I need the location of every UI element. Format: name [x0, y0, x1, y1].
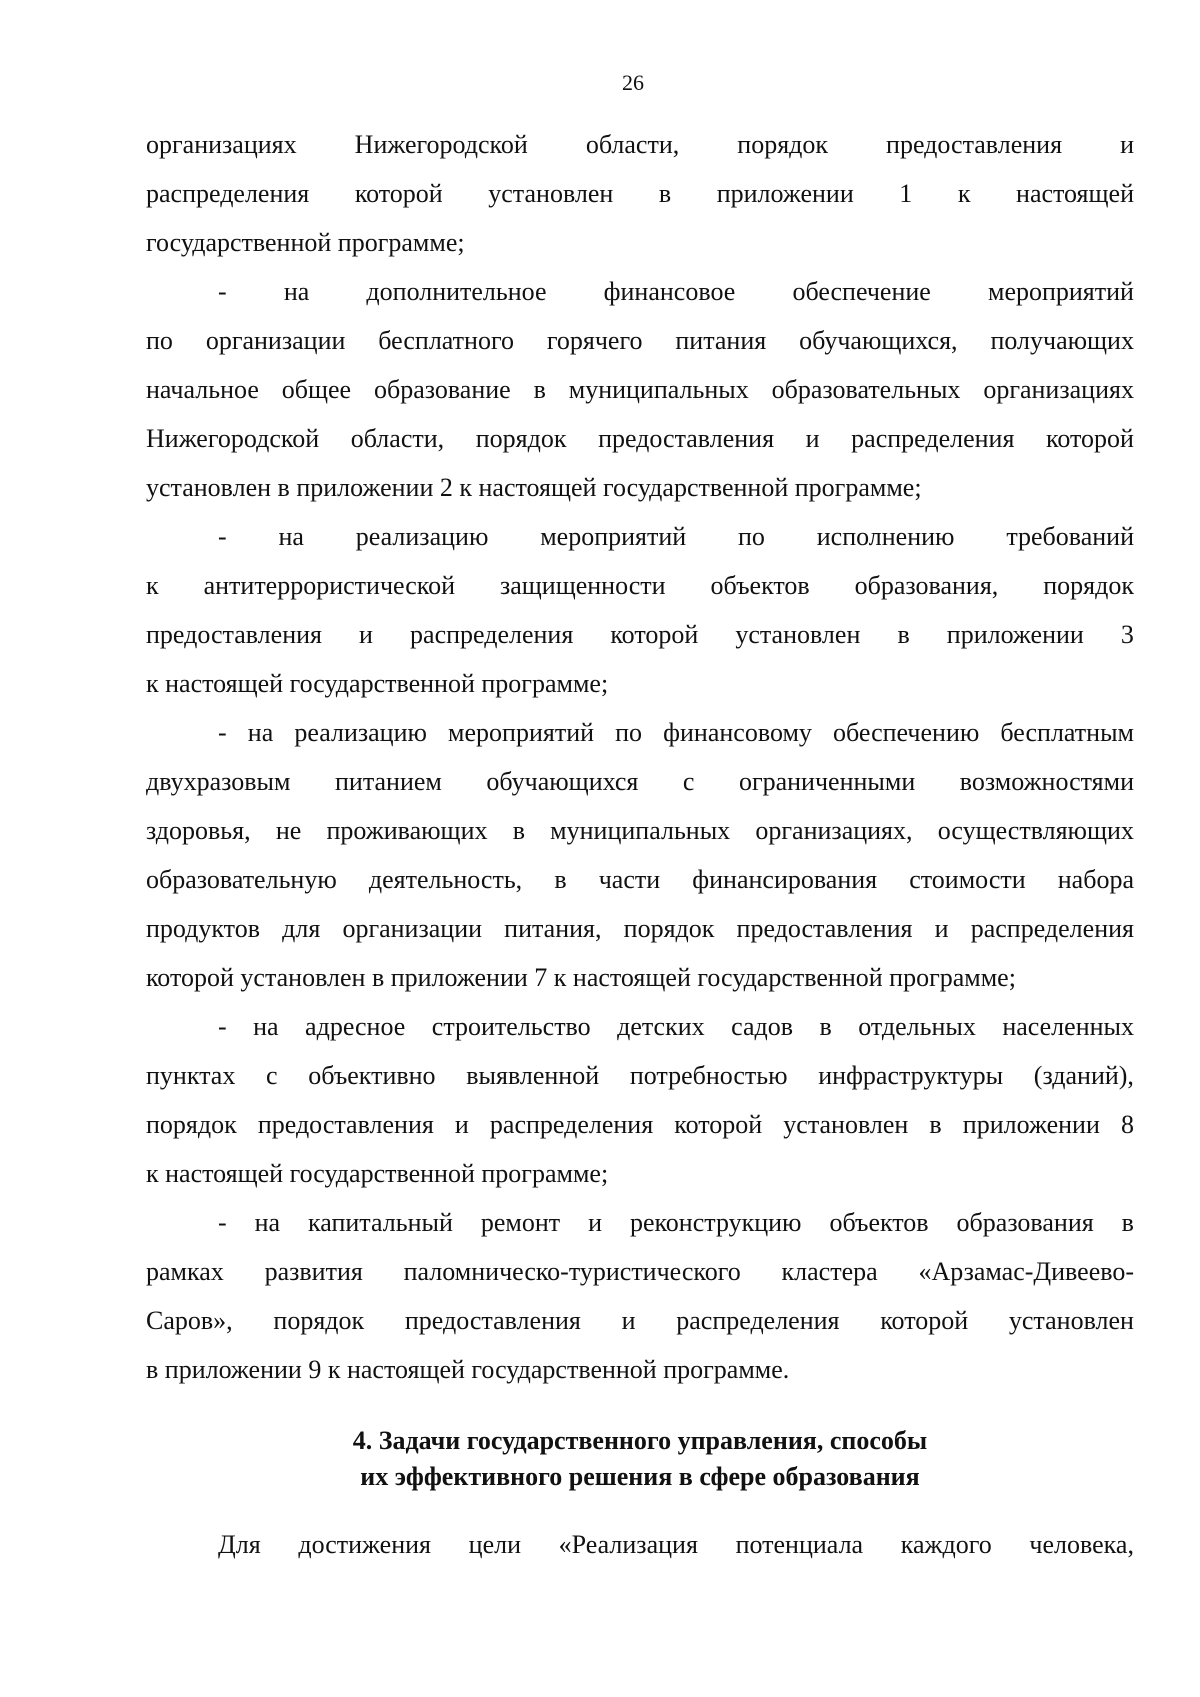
word: обеспечению	[833, 718, 980, 747]
word: стоимости	[909, 865, 1026, 894]
word: порядок	[623, 914, 715, 943]
word: организациях	[146, 130, 297, 159]
word: объектов	[710, 571, 810, 600]
word: рамках	[146, 1257, 224, 1286]
word: не	[275, 816, 302, 845]
text-line: которой установлен в приложении 7 к настоящей государственной программе;	[146, 963, 1016, 992]
word: распределения	[410, 620, 574, 649]
word: в	[658, 179, 672, 208]
word: 1	[899, 179, 913, 208]
word: мероприятий	[540, 522, 687, 551]
word: предоставления	[886, 130, 1063, 159]
word: к	[957, 179, 971, 208]
word: которой	[1046, 424, 1134, 453]
word: обучающихся	[486, 767, 639, 796]
word: образовательную	[146, 865, 337, 894]
word: в	[929, 1110, 942, 1139]
text-line	[146, 1002, 1134, 1051]
word: Для	[218, 1530, 261, 1559]
word: области,	[585, 130, 680, 159]
word: на	[254, 1208, 281, 1237]
word: бесплатного	[378, 326, 514, 355]
section-heading-line-1: 4. Задачи государственного управления, способы	[352, 1426, 928, 1455]
word: потенциала	[735, 1530, 864, 1559]
word: ограниченными	[738, 767, 916, 796]
word: в	[819, 1012, 832, 1041]
word: которой	[610, 620, 699, 649]
word: набора	[1057, 865, 1134, 894]
word: муниципальных	[568, 375, 749, 404]
word: -	[218, 1208, 227, 1237]
word: организациях,	[755, 816, 913, 845]
text-line	[146, 512, 1134, 561]
word: на	[283, 277, 310, 306]
word: Саров»,	[146, 1306, 233, 1335]
word: в	[533, 375, 546, 404]
word: распределения	[489, 1110, 654, 1139]
text-line	[146, 169, 1134, 218]
word: каждого	[900, 1530, 992, 1559]
text-line: в приложении 9 к настоящей государственной программе.	[146, 1355, 790, 1384]
word: -	[218, 277, 227, 306]
word: человека,	[1029, 1530, 1134, 1559]
word: кластера	[781, 1257, 878, 1286]
word: муниципальных	[550, 816, 731, 845]
word: отдельных	[858, 1012, 976, 1041]
text-line	[146, 1198, 1134, 1247]
word: цели	[468, 1530, 521, 1559]
section-heading-line-2: их эффективного решения в сфере образования	[360, 1462, 920, 1491]
word: (зданий),	[1033, 1061, 1134, 1090]
text-line: установлен в приложении 2 к настоящей государственной программе;	[146, 473, 922, 502]
word: предоставления	[146, 620, 322, 649]
word: установлен	[1008, 1306, 1134, 1335]
word: питания	[675, 326, 767, 355]
word: населенных	[1002, 1012, 1134, 1041]
text-line	[146, 855, 1134, 904]
text-line	[146, 120, 1134, 169]
word: предоставления	[404, 1306, 581, 1335]
word: достижения	[298, 1530, 431, 1559]
word: детских	[617, 1012, 705, 1041]
text-line	[146, 610, 1134, 659]
word: и	[1120, 130, 1134, 159]
word: на	[247, 718, 274, 747]
word: потребностью	[629, 1061, 788, 1090]
word: организации	[205, 326, 346, 355]
word: распределения	[146, 179, 310, 208]
word: паломническо-туристического	[403, 1257, 741, 1286]
word: приложении	[962, 1110, 1100, 1139]
word: на	[253, 1012, 279, 1041]
body-text	[146, 120, 1134, 1394]
word: антитеррористической	[203, 571, 455, 600]
word: по	[615, 718, 643, 747]
word: реализацию	[294, 718, 427, 747]
word: и	[621, 1306, 636, 1335]
word: образования	[956, 1208, 1094, 1237]
word: ремонт	[480, 1208, 561, 1237]
word: порядок	[146, 1110, 237, 1139]
word: обучающихся,	[799, 326, 958, 355]
text-line	[146, 1100, 1134, 1149]
word: и	[588, 1208, 602, 1237]
word: обеспечение	[792, 277, 931, 306]
word: деятельность,	[368, 865, 523, 894]
word: порядок	[475, 424, 567, 453]
word: 8	[1120, 1110, 1134, 1139]
word: порядок	[273, 1306, 365, 1335]
word: распределения	[970, 914, 1134, 943]
word: возможностями	[959, 767, 1134, 796]
word: и	[805, 424, 820, 453]
text-line	[146, 414, 1134, 463]
text-line	[146, 316, 1134, 365]
word: горячего	[546, 326, 643, 355]
word: садов	[731, 1012, 794, 1041]
word: -	[218, 718, 227, 747]
word: которой	[674, 1110, 763, 1139]
text-line	[146, 806, 1134, 855]
word: в	[897, 620, 910, 649]
text-line	[146, 1296, 1134, 1345]
word: требований	[1006, 522, 1134, 551]
word: части	[598, 865, 661, 894]
word: с	[266, 1061, 278, 1090]
text-line	[146, 904, 1134, 953]
word: к	[146, 571, 159, 600]
text-line	[146, 267, 1134, 316]
word: объективно	[308, 1061, 436, 1090]
word: установлен	[783, 1110, 909, 1139]
word: которой	[354, 179, 443, 208]
word: в	[512, 816, 525, 845]
word: пунктах	[146, 1061, 236, 1090]
word: финансовое	[603, 277, 736, 306]
word: по	[738, 522, 765, 551]
word: и	[454, 1110, 469, 1139]
word: 3	[1120, 620, 1134, 649]
word: в	[554, 865, 567, 894]
word: защищенности	[499, 571, 666, 600]
word: предоставления	[598, 424, 775, 453]
word: -	[218, 1012, 227, 1041]
text-line	[146, 365, 1134, 414]
word: порядок	[1043, 571, 1134, 600]
section-heading	[146, 1423, 1134, 1495]
word: которой	[880, 1306, 969, 1335]
word: порядок	[737, 130, 829, 159]
word: с	[682, 767, 695, 796]
word: по	[146, 326, 173, 355]
word: -	[218, 522, 227, 551]
word: капитальный	[308, 1208, 453, 1237]
word: мероприятий	[448, 718, 595, 747]
text-line	[146, 708, 1134, 757]
word: настоящей	[1016, 179, 1134, 208]
word: начальное	[146, 375, 259, 404]
word: питанием	[335, 767, 442, 796]
word: организации	[342, 914, 483, 943]
word: инфраструктуры	[818, 1061, 1004, 1090]
word: финансовому	[663, 718, 812, 747]
word: продуктов	[146, 914, 260, 943]
paragraph-start-line	[146, 1520, 1134, 1569]
word: предоставления	[257, 1110, 434, 1139]
text-line	[146, 757, 1134, 806]
word: Нижегородской	[146, 424, 320, 453]
word: строительство	[431, 1012, 591, 1041]
word: распределения	[676, 1306, 840, 1335]
text-line: к настоящей государственной программе;	[146, 669, 609, 698]
word: дополнительное	[366, 277, 547, 306]
word: образование	[373, 375, 511, 404]
word: приложении	[716, 179, 854, 208]
word: приложении	[946, 620, 1084, 649]
word: адресное	[305, 1012, 406, 1041]
word: для	[282, 914, 321, 943]
word: реконструкцию	[629, 1208, 802, 1237]
word: «Реализация	[558, 1530, 698, 1559]
word: и	[359, 620, 373, 649]
word: бесплатным	[1000, 718, 1134, 747]
text-line: государственной программе;	[146, 228, 465, 257]
word: здоровья,	[146, 816, 251, 845]
page-number: 26	[622, 70, 644, 95]
word: общее	[281, 375, 352, 404]
word: образования,	[854, 571, 999, 600]
text-line	[146, 1247, 1134, 1296]
word: осуществляющих	[937, 816, 1134, 845]
word: на	[278, 522, 304, 551]
word: получающих	[990, 326, 1134, 355]
word: области,	[350, 424, 445, 453]
word: питания,	[504, 914, 602, 943]
word: двухразовым	[146, 767, 291, 796]
word: проживающих	[326, 816, 488, 845]
word: установлен	[488, 179, 614, 208]
word: образовательных	[771, 375, 961, 404]
text-line	[146, 1051, 1134, 1100]
word: и	[934, 914, 949, 943]
word: реализацию	[355, 522, 489, 551]
word: мероприятий	[987, 277, 1134, 306]
word: развития	[264, 1257, 363, 1286]
word: «Арзамас-Дивеево-	[918, 1257, 1134, 1286]
word: выявленной	[466, 1061, 600, 1090]
word: исполнению	[816, 522, 955, 551]
word: распределения	[851, 424, 1015, 453]
word: в	[1121, 1208, 1134, 1237]
word: Нижегородской	[354, 130, 528, 159]
word: объектов	[829, 1208, 929, 1237]
word: организациях	[983, 375, 1134, 404]
text-line: к настоящей государственной программе;	[146, 1159, 609, 1188]
text-line	[146, 561, 1134, 610]
word: предоставления	[736, 914, 913, 943]
word: финансирования	[692, 865, 878, 894]
word: установлен	[735, 620, 861, 649]
